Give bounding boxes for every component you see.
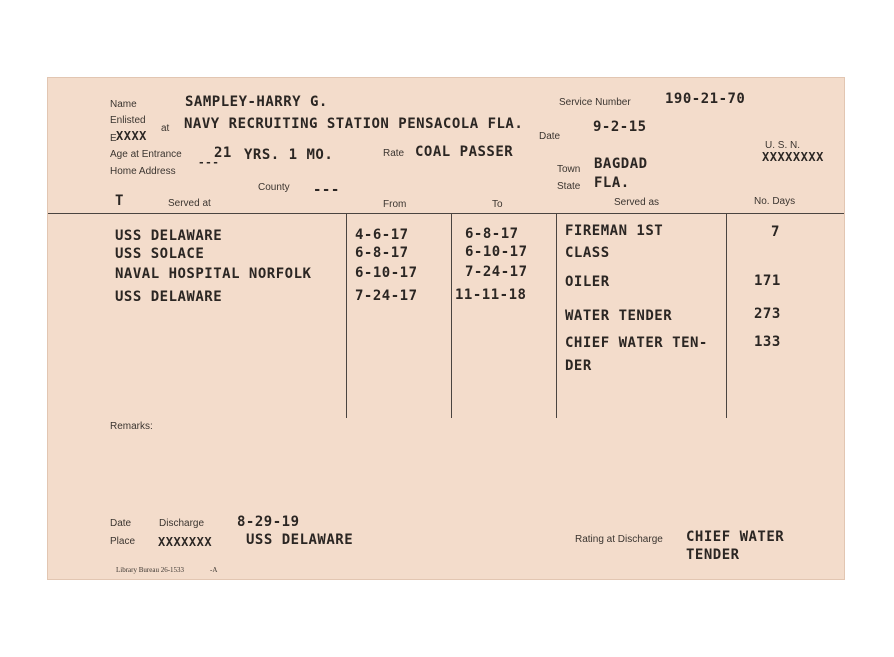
state-value: FLA.: [594, 175, 630, 191]
place-label: Place: [110, 536, 136, 547]
served-at-cell: USS SOLACE: [115, 246, 205, 262]
to-cell: 7-24-17: [465, 264, 528, 280]
served-as-cell: CLASS: [565, 245, 610, 261]
days-cell: 7: [771, 224, 780, 240]
to-header: To: [492, 199, 503, 210]
name-label: Name: [110, 99, 137, 110]
age-rest-value: YRS. 1 MO.: [244, 147, 334, 163]
place-struck-out: XXXXXXX: [158, 535, 213, 549]
rate-value: COAL PASSER: [415, 144, 514, 160]
age-value: 21: [214, 145, 232, 161]
discharge-date-value: 8-29-19: [237, 514, 300, 530]
rate-label: Rate: [383, 148, 405, 159]
from-cell: 6-10-17: [355, 265, 418, 281]
enlisted-at-value: NAVY RECRUITING STATION PENSACOLA FLA.: [184, 116, 524, 132]
served-at-cell: NAVAL HOSPITAL NORFOLK: [115, 266, 312, 282]
service-number-value: 190-21-70: [665, 91, 746, 107]
served-as-cell: WATER TENDER: [565, 308, 673, 324]
enlist-date-value: 9-2-15: [593, 119, 647, 135]
served-as-cell: CHIEF WATER TEN-: [565, 335, 708, 351]
served-as-header: Served as: [614, 197, 660, 208]
from-header: From: [383, 199, 407, 210]
served-as-cell: FIREMAN 1ST: [565, 223, 664, 239]
column-divider: [726, 213, 727, 418]
t-marker: T: [115, 193, 124, 209]
served-as-cell: OILER: [565, 274, 610, 290]
name-value: SAMPLEY-HARRY G.: [185, 94, 328, 110]
enlisted-struck-out: XXXX: [116, 129, 147, 143]
rating-at-discharge-label: Rating at Discharge: [575, 534, 663, 545]
days-header: No. Days: [754, 196, 796, 207]
to-cell: 6-8-17: [465, 226, 519, 242]
table-header-rule: [48, 213, 844, 214]
usn-label: U. S. N.: [765, 140, 801, 151]
enlisted-label: Enlisted: [110, 115, 146, 126]
served-as-cell: DER: [565, 358, 592, 374]
home-address-label: Home Address: [110, 166, 176, 177]
usn-struck-out: XXXXXXXX: [762, 150, 824, 164]
days-cell: 273: [754, 306, 781, 322]
date-label: Date: [539, 131, 561, 142]
column-divider: [346, 213, 347, 418]
enlisted-struck-prefix: E: [110, 133, 117, 144]
state-label: State: [557, 181, 581, 192]
served-at-cell: USS DELAWARE: [115, 289, 223, 305]
service-record-card: [47, 77, 845, 580]
from-cell: 7-24-17: [355, 288, 418, 304]
age-at-entrance-label: Age at Entrance: [110, 149, 182, 160]
rating-value-line2: TENDER: [686, 547, 740, 563]
discharge-place-value: USS DELAWARE: [246, 532, 354, 548]
from-cell: 6-8-17: [355, 245, 409, 261]
county-value: ---: [313, 182, 340, 198]
town-label: Town: [557, 164, 581, 175]
town-value: BAGDAD: [594, 156, 648, 172]
to-cell: 6-10-17: [465, 244, 528, 260]
at-label: at: [161, 123, 170, 134]
days-cell: 171: [754, 273, 781, 289]
column-divider: [451, 213, 452, 418]
days-cell: 133: [754, 334, 781, 350]
remarks-label: Remarks:: [110, 421, 153, 432]
library-bureau-form-number: Library Bureau 26-1533: [116, 566, 185, 574]
rating-value-line1: CHIEF WATER: [686, 529, 785, 545]
column-divider: [556, 213, 557, 418]
from-cell: 4-6-17: [355, 227, 409, 243]
county-label: County: [258, 182, 290, 193]
to-cell: 11-11-18: [455, 287, 527, 303]
service-number-label: Service Number: [559, 97, 631, 108]
form-mark: -A: [210, 566, 218, 574]
age-dashes: ---: [198, 156, 220, 169]
discharge-date-label: Date: [110, 518, 132, 529]
served-at-cell: USS DELAWARE: [115, 228, 223, 244]
discharge-label: Discharge: [159, 518, 205, 529]
served-at-header: Served at: [168, 198, 211, 209]
